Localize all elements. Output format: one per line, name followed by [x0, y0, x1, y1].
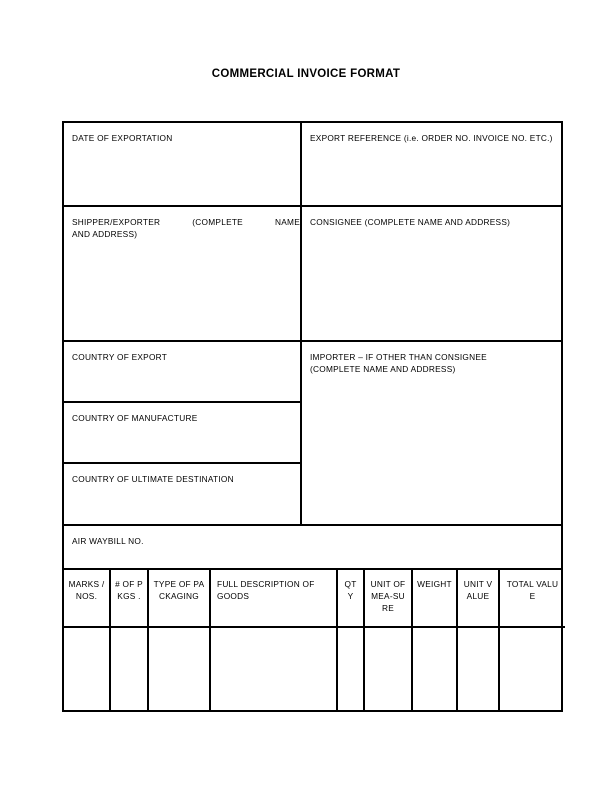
- commercial-invoice-form: [62, 121, 563, 712]
- goods-column-header: [110, 570, 148, 627]
- goods-cell-unit-value[interactable]: [457, 627, 499, 710]
- field-importer[interactable]: [302, 342, 561, 524]
- shipper-label-part2: (COMPLETE: [192, 217, 243, 227]
- field-shipper-exporter-label-line1: [72, 216, 300, 228]
- goods-column-header-label: QTY: [344, 579, 357, 601]
- goods-cell-description[interactable]: [210, 627, 337, 710]
- goods-cell-packaging-type[interactable]: [148, 627, 210, 710]
- shipper-label-part3: NAME: [275, 217, 300, 227]
- goods-column-header-label: WEIGHT: [417, 579, 452, 589]
- goods-cell-qty[interactable]: [337, 627, 364, 710]
- shipper-label-part1: SHIPPER/EXPORTER: [72, 217, 161, 227]
- field-importer-label-line1: IMPORTER – IF OTHER THAN CONSIGNEE: [310, 352, 487, 362]
- field-export-reference[interactable]: [302, 123, 561, 207]
- goods-column-header-label: MARKS /NOS.: [68, 579, 105, 601]
- goods-column-header-label: # OF PKGS .: [115, 579, 143, 601]
- upper-section: [64, 123, 561, 526]
- goods-table-row: [64, 627, 565, 710]
- field-shipper-exporter[interactable]: [64, 207, 300, 342]
- goods-column-header: [457, 570, 499, 627]
- goods-column-header-label: UNIT VALUE: [463, 579, 493, 601]
- goods-table-header-row: [64, 570, 565, 627]
- field-consignee[interactable]: [302, 207, 561, 342]
- field-country-of-manufacture-label: COUNTRY OF MANUFACTURE: [72, 413, 198, 423]
- field-export-reference-label: EXPORT REFERENCE (i.e. ORDER NO. INVOICE NO. ETC.): [310, 133, 553, 143]
- goods-column-header: [412, 570, 457, 627]
- goods-column-header: [499, 570, 565, 627]
- goods-cell-marks[interactable]: [64, 627, 110, 710]
- field-country-of-manufacture[interactable]: [64, 403, 300, 464]
- goods-column-header-label: TOTAL VALUE: [506, 579, 559, 601]
- field-country-of-export-label: COUNTRY OF EXPORT: [72, 352, 168, 362]
- field-country-of-ultimate-destination-label: COUNTRY OF ULTIMATE DESTINATION: [72, 474, 234, 484]
- field-date-of-exportation[interactable]: [64, 123, 300, 207]
- goods-column-header: [337, 570, 364, 627]
- field-date-of-exportation-label: DATE OF EXPORTATION: [72, 133, 173, 143]
- goods-column-header-label: FULL DESCRIPTION OF GOODS: [217, 579, 315, 601]
- goods-cell-weight[interactable]: [412, 627, 457, 710]
- field-consignee-label: CONSIGNEE (COMPLETE NAME AND ADDRESS): [310, 217, 511, 227]
- goods-column-header-label: UNIT OF MEA-SURE: [370, 579, 406, 613]
- goods-column-header: [148, 570, 210, 627]
- page-title: COMMERCIAL INVOICE FORMAT: [211, 68, 401, 80]
- goods-column-header: [210, 570, 337, 627]
- field-country-of-ultimate-destination[interactable]: [64, 464, 300, 524]
- goods-cell-unit-of-measure[interactable]: [364, 627, 412, 710]
- field-importer-label-line2: (COMPLETE NAME AND ADDRESS): [310, 364, 456, 374]
- upper-right-column: [302, 123, 561, 524]
- goods-table: [64, 570, 565, 710]
- upper-left-column: [64, 123, 302, 524]
- field-shipper-exporter-label-line2: AND ADDRESS): [72, 229, 138, 239]
- goods-cell-pkgs[interactable]: [110, 627, 148, 710]
- field-air-waybill-no[interactable]: [64, 526, 561, 570]
- goods-column-header: [364, 570, 412, 627]
- goods-column-header-label: TYPE OF PACKAGING: [153, 579, 205, 601]
- field-country-of-export[interactable]: [64, 342, 300, 403]
- field-air-waybill-no-label: AIR WAYBILL NO.: [72, 536, 144, 546]
- goods-cell-total-value[interactable]: [499, 627, 565, 710]
- goods-column-header: [64, 570, 110, 627]
